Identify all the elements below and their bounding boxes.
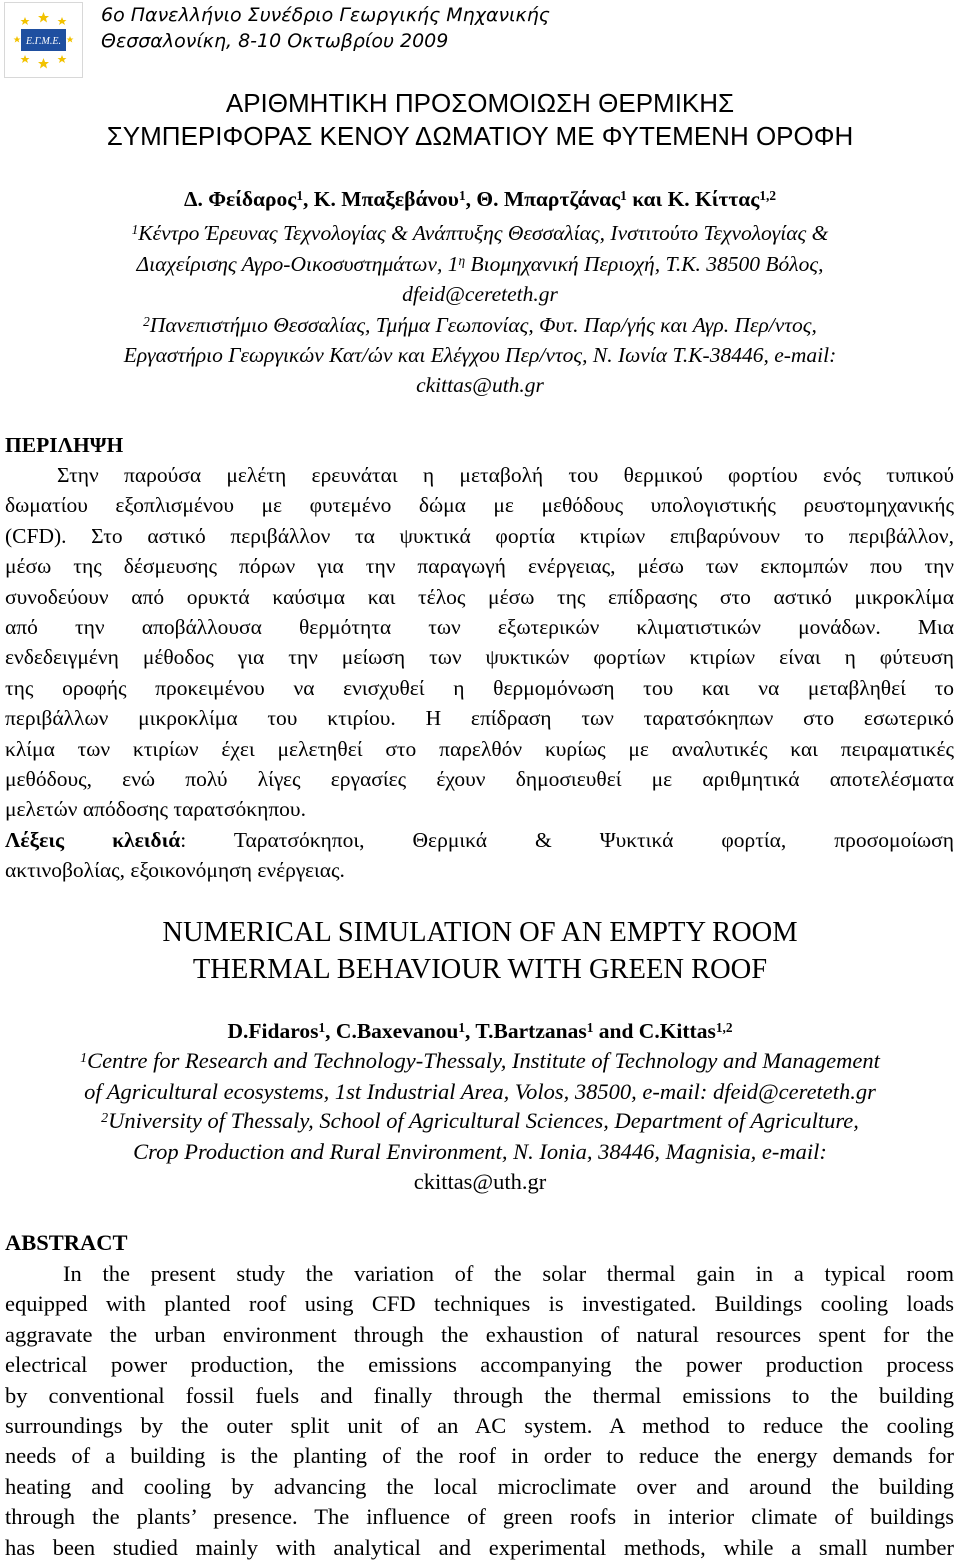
abstract-line: μελετών απόδοσης ταρατσόκηπου. (5, 797, 306, 822)
author-name: και Κ. Κίττας (626, 187, 760, 211)
english-title-line-2: THERMAL BEHAVIOUR WITH GREEN ROOF (192, 954, 768, 985)
abstract-line: heating and cooling by advancing the local microclimate over and around the building (5, 1473, 954, 1499)
affiliation-text: University of Thessaly, School of Agricultural Sciences, Department of Agriculture, (108, 1108, 859, 1133)
author-name: and C.Kittas (593, 1019, 716, 1043)
author-name: , Κ. Μπαξεβάνου (303, 187, 459, 211)
abstract-line: της οροφής προκειμένου να ενισχυθεί η θερμομόνωση του και να μεταβληθεί το (5, 675, 954, 700)
abstract-line: electrical power production, the emissions accompanying the power production process (5, 1352, 954, 1378)
abstract-line: surroundings by the outer split unit of an AC system. A method to reduce the cooling (5, 1413, 954, 1439)
author-name: D.Fidaros (227, 1019, 319, 1043)
affiliation-text: Διαχείρισης Αγρο-Οικοσυστημάτων, 1 (136, 252, 459, 276)
abstract-line: through the plants’ presence. The influence of green roofs in interior climate of buildings (5, 1504, 954, 1530)
abstract-line: μεθόδους, ενώ πολύ λίγες εργασίες έχουν δημοσιευθεί με αριθμητικά αποτελέσματα (5, 767, 954, 792)
affiliation-number: 2 (101, 1110, 109, 1126)
abstract-line: δωματίου εξοπλισμένου με φυτεμένο δώμα με μεθόδους υπολογιστικής ρευστομηχανικής (5, 493, 954, 518)
english-affiliation-2-line-1 (0, 1106, 960, 1136)
abstract-line: συνοδεύουν από ορυκτά καύσιμα και τέλος μέσω της επίδρασης στο αστικό μικροκλίμα (5, 584, 954, 609)
author-affiliation-mark: 1,2 (759, 188, 777, 204)
keywords-line-2: ακτινοβολίας, εξοικονόμηση ενέργειας. (5, 858, 345, 883)
affiliation-number: 1 (131, 222, 139, 238)
english-authors (0, 1016, 960, 1046)
greek-title-line-1: ΑΡΙΘΜΗΤΙΚΗ ΠΡΟΣΟΜΟΙΩΣΗ ΘΕΡΜΙΚΗΣ (225, 88, 735, 118)
keywords-line-1 (5, 825, 954, 855)
abstract-line: has been studied mainly with analytical and experimental methods, while a small number (5, 1534, 954, 1560)
affiliation-number: 2 (143, 314, 150, 330)
greek-affiliation-1-email: dfeid@cereteth.gr (402, 282, 558, 306)
abstract-line: Στην παρούσα μελέτη ερευνάται η μεταβολή του θερμικού φορτίου ενός τυπικού (57, 463, 954, 487)
author-affiliation-mark: 1 (620, 188, 627, 204)
greek-affiliation-1-line-1 (0, 218, 960, 248)
greek-affiliation-1-line-2 (0, 249, 960, 279)
affiliation-text: Centre for Research and Technology-Thessaly, Institute of Technology and Management (87, 1048, 880, 1073)
greek-affiliation-2-line-1 (0, 310, 960, 340)
english-title-line-1: NUMERICAL SIMULATION OF AN EMPTY ROOM (162, 917, 798, 948)
author-affiliation-mark: 1 (586, 1020, 594, 1036)
author-affiliation-mark: 1 (458, 188, 466, 204)
abstract-line: από την αποβάλλουσα θερμότητα των εξωτερικών κλιματιστικών μονάδων. Μια (5, 615, 954, 640)
greek-abstract-body (5, 460, 954, 886)
english-affiliation-1-line-2: of Agricultural ecosystems, 1st Industrial Area, Volos, 38500, e-mail: dfeid@cereteth.gr (84, 1079, 876, 1104)
author-name: , Θ. Μπαρτζάνας (465, 187, 621, 211)
abstract-line: In the present study the variation of the solar thermal gain in a typical room (63, 1261, 954, 1286)
logo-emblem-icon (12, 10, 75, 70)
english-affiliation-2-line-2: Crop Production and Rural Environment, N. Ionia, 38446, Magnisia, e-mail: (133, 1139, 827, 1164)
greek-title-line-2: ΣΥΜΠΕΡΙΦΟΡΑΣ ΚΕΝΟΥ ΔΩΜΑΤΙΟΥ ΜΕ ΦΥΤΕΜΕΝΗ ΟΡΟΦΗ (106, 121, 854, 151)
abstract-line: περιβάλλων μικροκλίμα του κτιρίου. Η επίδραση των ταρατσόκηπων στο εσωτερικό (5, 706, 954, 731)
english-abstract-body (5, 1259, 954, 1563)
abstract-line: by conventional fossil fuels and finally through the thermal emissions to the building (5, 1382, 954, 1408)
abstract-line: ενδεδειγμένη μέθοδος για την μείωση των ψυκτικών φορτίων κτιρίων είναι η φύτευση (5, 645, 954, 670)
author-name: , T.Bartzanas (465, 1019, 587, 1043)
abstract-line: needs of a building is the planting of the roof in order to reduce the energy demands for (5, 1443, 954, 1469)
affiliation-number: 1 (80, 1050, 88, 1066)
abstract-line: μέσω της δέσμευσης πόρων για την παραγωγή ενέργειας, μέσω των εκπομπών που την (5, 554, 954, 579)
author-name: Δ. Φείδαρος (183, 187, 297, 211)
conference-location-date: Θεσσαλονίκη, 8-10 Οκτωβρίου 2009 (101, 30, 449, 52)
author-affiliation-mark: 1 (458, 1020, 466, 1036)
affiliation-text: Πανεπιστήμιο Θεσσαλίας, Τμήμα Γεωπονίας, Φυτ. Παρ/γής και Αγρ. Περ/ντος, (149, 313, 817, 337)
abstract-line: equipped with planted roof using CFD techniques is investigated. Buildings cooling loads (5, 1291, 954, 1317)
english-affiliation-2-email: ckittas@uth.gr (413, 1169, 547, 1194)
conference-name: 6ο Πανελλήνιο Συνέδριο Γεωργικής Μηχανικής (101, 4, 550, 26)
keywords-label: Λέξεις κλειδιά (5, 827, 181, 852)
greek-authors (0, 184, 960, 214)
author-affiliation-mark: 1 (296, 188, 304, 204)
english-abstract-heading: ABSTRACT (5, 1230, 128, 1255)
abstract-line: aggravate the urban environment through the exhaustion of natural resources spent for the (5, 1321, 954, 1347)
greek-title (0, 87, 960, 153)
author-name: , C.Baxevanou (325, 1019, 459, 1043)
abstract-line: κλίμα των κτιρίων έχει μελετηθεί στο παρελθόν κυρίως με αναλυτικές και πειραματικές (5, 736, 954, 761)
greek-affiliation-2-line-2: Εργαστήριο Γεωργικών Κατ/ών και Ελέγχου Περ/ντος, Ν. Ιωνία Τ.Κ-38446, e-mail: (123, 343, 837, 367)
author-affiliation-mark: 1 (318, 1020, 326, 1036)
author-affiliation-mark: 1,2 (715, 1020, 733, 1036)
english-affiliation-1-line-1 (0, 1046, 960, 1076)
keywords-text: : Ταρατσόκηποι, Θερμικά & Ψυκτικά φορτία, προσομοίωση (180, 827, 954, 852)
greek-abstract-heading: ΠΕΡΙΛΗΨΗ (5, 433, 124, 457)
affiliation-text: Κέντρο Έρευνας Τεχνολογίας & Ανάπτυξης Θεσσαλίας, Ινστιτούτο Τεχνολογίας & (138, 221, 829, 245)
greek-affiliation-2-email: ckittas@uth.gr (416, 373, 544, 397)
abstract-line: (CFD). Στο αστικό περιβάλλον τα ψυκτικά φορτία κτιρίων επιβαρύνουν το περιβάλλον, (5, 523, 954, 548)
ordinal-suffix: η (458, 253, 466, 269)
conference-logo (4, 2, 83, 78)
affiliation-text: Βιομηχανική Περιοχή, Τ.Κ. 38500 Βόλος, (465, 252, 824, 276)
logo-text: Ε.Γ.Μ.Ε. (26, 36, 61, 47)
